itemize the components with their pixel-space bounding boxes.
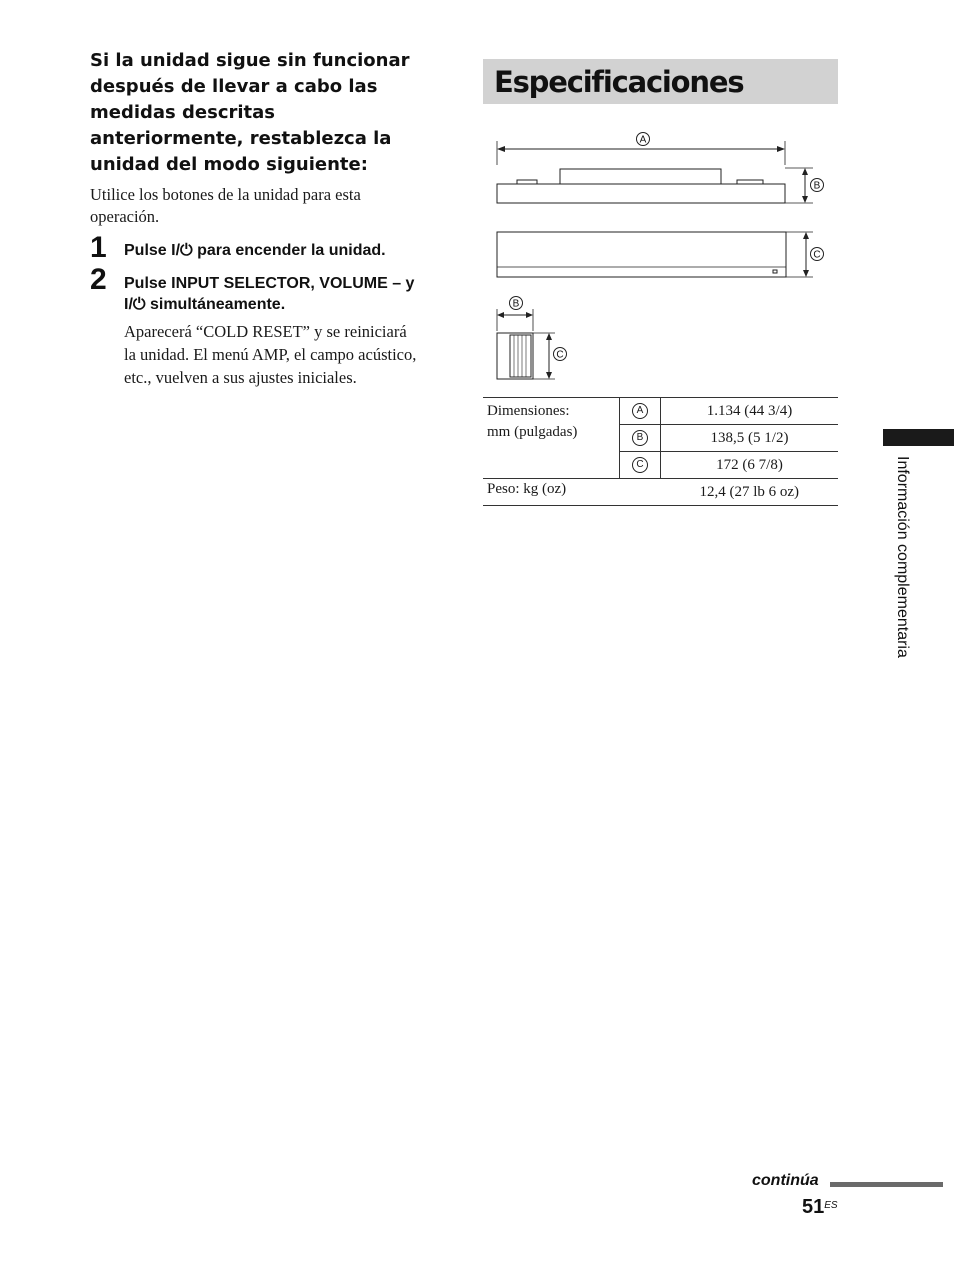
letter-c: C [813, 249, 821, 261]
step-line: I/⏻ simultáneamente. [124, 296, 286, 313]
step-line: Pulse I/⏻ para encender la unidad. [124, 242, 386, 259]
label-line: Dimensiones: [487, 403, 570, 419]
page-number-value: 51 [802, 1196, 825, 1218]
reset-heading [90, 48, 450, 178]
page-language-suffix: ES [824, 1200, 838, 1211]
spec-title: Especificaciones [494, 65, 744, 99]
heading-line: anteriormente, restablezca la [90, 128, 392, 149]
intro-line: Utilice los botones de la unidad para esta [90, 185, 361, 204]
letter-c-side: C [556, 349, 564, 361]
body-line: la unidad. El menú AMP, el campo acústico, [124, 345, 417, 364]
section-tab-bar [883, 429, 954, 446]
intro-line: operación. [90, 207, 160, 226]
heading-line: medidas descritas [90, 102, 276, 123]
spec-banner [483, 59, 838, 104]
step-2-body [124, 320, 454, 389]
step-line: Pulse INPUT SELECTOR, VOLUME – y [124, 275, 415, 292]
heading-line: después de llevar a cabo las [90, 76, 378, 97]
step-number-2: 2 [90, 263, 107, 296]
body-line: etc., vuelven a sus ajustes iniciales. [124, 368, 357, 387]
letter-a: A [639, 134, 647, 146]
continued-indicator [752, 1170, 944, 1194]
step-2-text [124, 273, 414, 315]
intro-paragraph [90, 184, 450, 228]
step-1-text [124, 240, 386, 261]
row-letter-cell [620, 398, 661, 425]
row-letter: A [632, 403, 648, 419]
row-value: 1.134 (44 3/4) [706, 402, 793, 419]
dimension-diagram [483, 125, 843, 387]
heading-line: unidad del modo siguiente: [90, 154, 368, 175]
row-letter: C [632, 457, 648, 473]
letter-b-side: B [512, 298, 520, 310]
spec-table [483, 397, 838, 506]
letter-b: B [813, 180, 821, 192]
heading-line: Si la unidad sigue sin funcionar [90, 50, 410, 71]
row-letter-cell [620, 452, 661, 479]
page-number [802, 1196, 838, 1219]
step-number-1: 1 [90, 231, 107, 264]
weight-label: Peso: kg (oz) [487, 481, 567, 497]
body-line: Aparecerá “COLD RESET” y se reiniciará [124, 322, 407, 341]
row-value: 172 (6 7/8) [661, 452, 839, 479]
section-tab-label: Información complementaria [894, 456, 911, 658]
dimensions-label [483, 398, 620, 479]
row-value: 138,5 (5 1/2) [661, 425, 839, 452]
weight-value: 12,4 (27 lb 6 oz) [699, 483, 800, 500]
continued-bar [830, 1182, 943, 1187]
row-letter: B [632, 430, 648, 446]
row-letter-cell [620, 425, 661, 452]
label-line: mm (pulgadas) [487, 424, 578, 440]
continued-text: continúa [752, 1172, 819, 1189]
